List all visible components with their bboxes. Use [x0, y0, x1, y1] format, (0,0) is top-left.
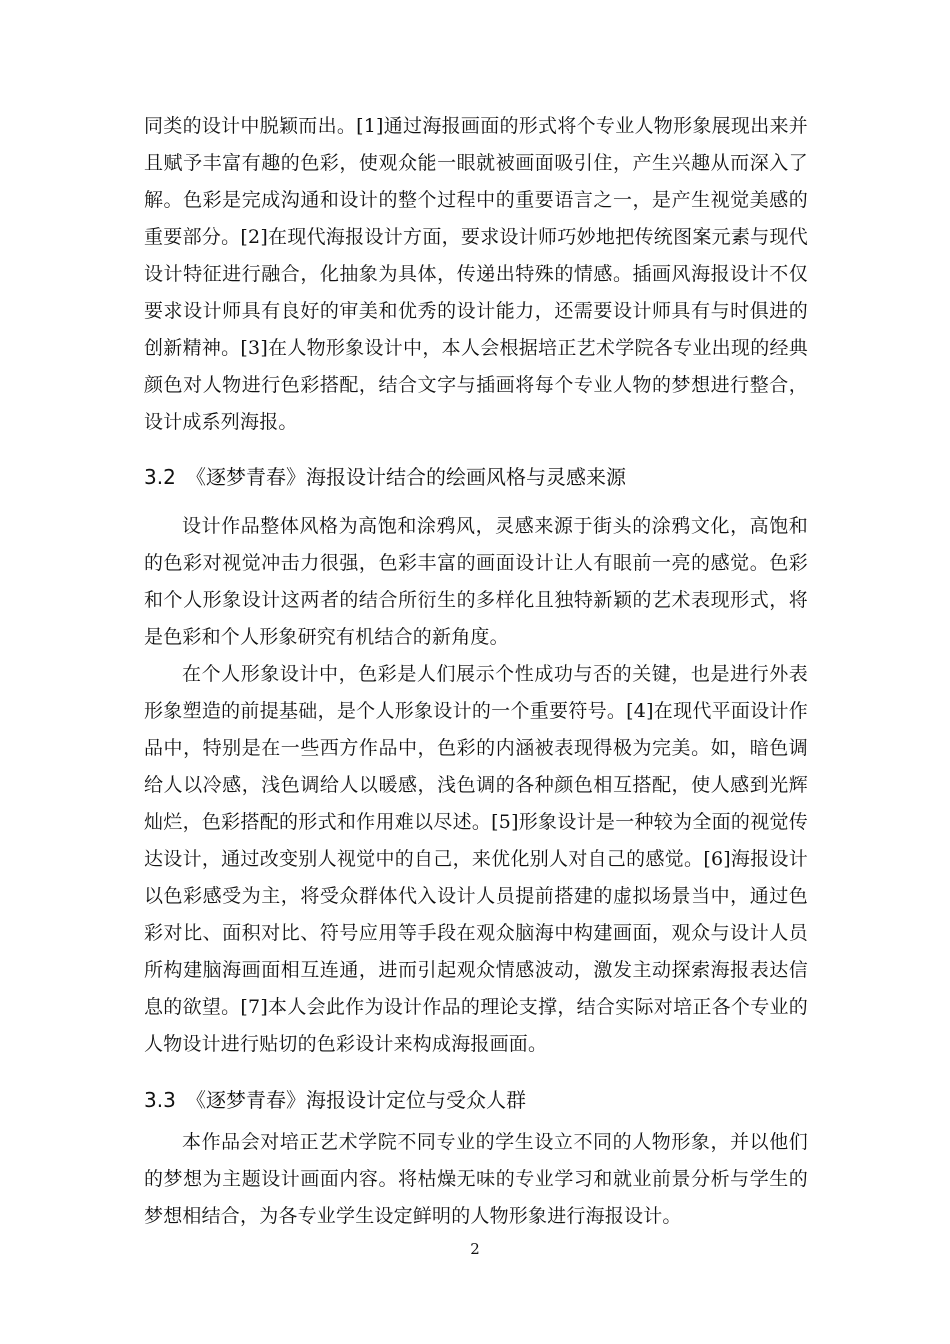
text-line: 设计作品整体风格为高饱和涂鸦风，灵感来源于街头的涂鸦文化，高饱和	[182, 515, 808, 537]
text-line: 品中，特别是在一些西方作品中，色彩的内涵被表现得极为完美。如，暗色调	[144, 737, 808, 759]
text-line: 所构建脑海画面相互连通，进而引起观众情感波动，激发主动探索海报表达信	[144, 959, 808, 981]
text-line: 息的欲望。[7]本人会此作为设计作品的理论支撑，结合实际对培正各个专业的	[144, 996, 808, 1018]
text-line: 的色彩对视觉冲击力很强，色彩丰富的画面设计让人有眼前一亮的感觉。色彩	[144, 552, 808, 574]
text-line: 在个人形象设计中，色彩是人们展示个性成功与否的关键，也是进行外表	[182, 663, 808, 685]
section-3-3-paragraph-1	[144, 1124, 808, 1235]
section-title: 《逐梦青春》海报设计结合的绘画风格与灵感来源	[186, 465, 626, 489]
text-line: 要求设计师具有良好的审美和优秀的设计能力，还需要设计师具有与时俱进的	[144, 300, 808, 322]
text-line: 设计特征进行融合，化抽象为具体，传递出特殊的情感。插画风海报设计不仅	[144, 263, 808, 285]
section-3-2-paragraph-2	[144, 656, 808, 1063]
text-line: 梦想相结合，为各专业学生设定鲜明的人物形象进行海报设计。	[144, 1205, 682, 1227]
text-line: 人物设计进行贴切的色彩设计来构成海报画面。	[144, 1033, 548, 1055]
text-line: 本作品会对培正艺术学院不同专业的学生设立不同的人物形象，并以他们	[182, 1131, 808, 1153]
text-line: 和个人形象设计这两者的结合所衍生的多样化且独特新颖的艺术表现形式，将	[144, 589, 808, 611]
text-line: 达设计，通过改变别人视觉中的自己，来优化别人对自己的感觉。[6]海报设计	[144, 848, 808, 870]
text-line: 同类的设计中脱颖而出。[1]通过海报画面的形式将个专业人物形象展现出来并	[144, 115, 808, 137]
section-heading-3-3	[144, 1080, 526, 1120]
text-line: 解。色彩是完成沟通和设计的整个过程中的重要语言之一，是产生视觉美感的	[144, 189, 808, 211]
section-number: 3.3	[144, 1088, 176, 1112]
text-line: 颜色对人物进行色彩搭配，结合文字与插画将每个专业人物的梦想进行整合，	[144, 374, 808, 396]
text-line: 彩对比、面积对比、符号应用等手段在观众脑海中构建画面，观众与设计人员	[144, 922, 808, 944]
page-number: 2	[470, 1240, 480, 1258]
section-heading-3-2	[144, 457, 626, 497]
section-number: 3.2	[144, 465, 176, 489]
text-line: 且赋予丰富有趣的色彩，使观众能一眼就被画面吸引住，产生兴趣从而深入了	[144, 152, 808, 174]
text-line: 灿烂，色彩搭配的形式和作用难以尽述。[5]形象设计是一种较为全面的视觉传	[144, 811, 808, 833]
text-line: 是色彩和个人形象研究有机结合的新角度。	[144, 626, 509, 648]
section-title: 《逐梦青春》海报设计定位与受众人群	[186, 1088, 526, 1112]
section-3-2-paragraph-1	[144, 508, 808, 656]
text-line: 形象塑造的前提基础，是个人形象设计的一个重要符号。[4]在现代平面设计作	[144, 700, 808, 722]
text-line: 以色彩感受为主，将受众群体代入设计人员提前搭建的虚拟场景当中，通过色	[144, 885, 808, 907]
text-line: 设计成系列海报。	[144, 411, 298, 433]
text-line: 创新精神。[3]在人物形象设计中，本人会根据培正艺术学院各专业出现的经典	[144, 337, 808, 359]
intro-paragraph	[144, 108, 808, 441]
text-line: 重要部分。[2]在现代海报设计方面，要求设计师巧妙地把传统图案元素与现代	[144, 226, 808, 248]
text-line: 给人以冷感，浅色调给人以暖感，浅色调的各种颜色相互搭配，使人感到光辉	[144, 774, 808, 796]
text-line: 的梦想为主题设计画面内容。将枯燥无味的专业学习和就业前景分析与学生的	[144, 1168, 808, 1190]
